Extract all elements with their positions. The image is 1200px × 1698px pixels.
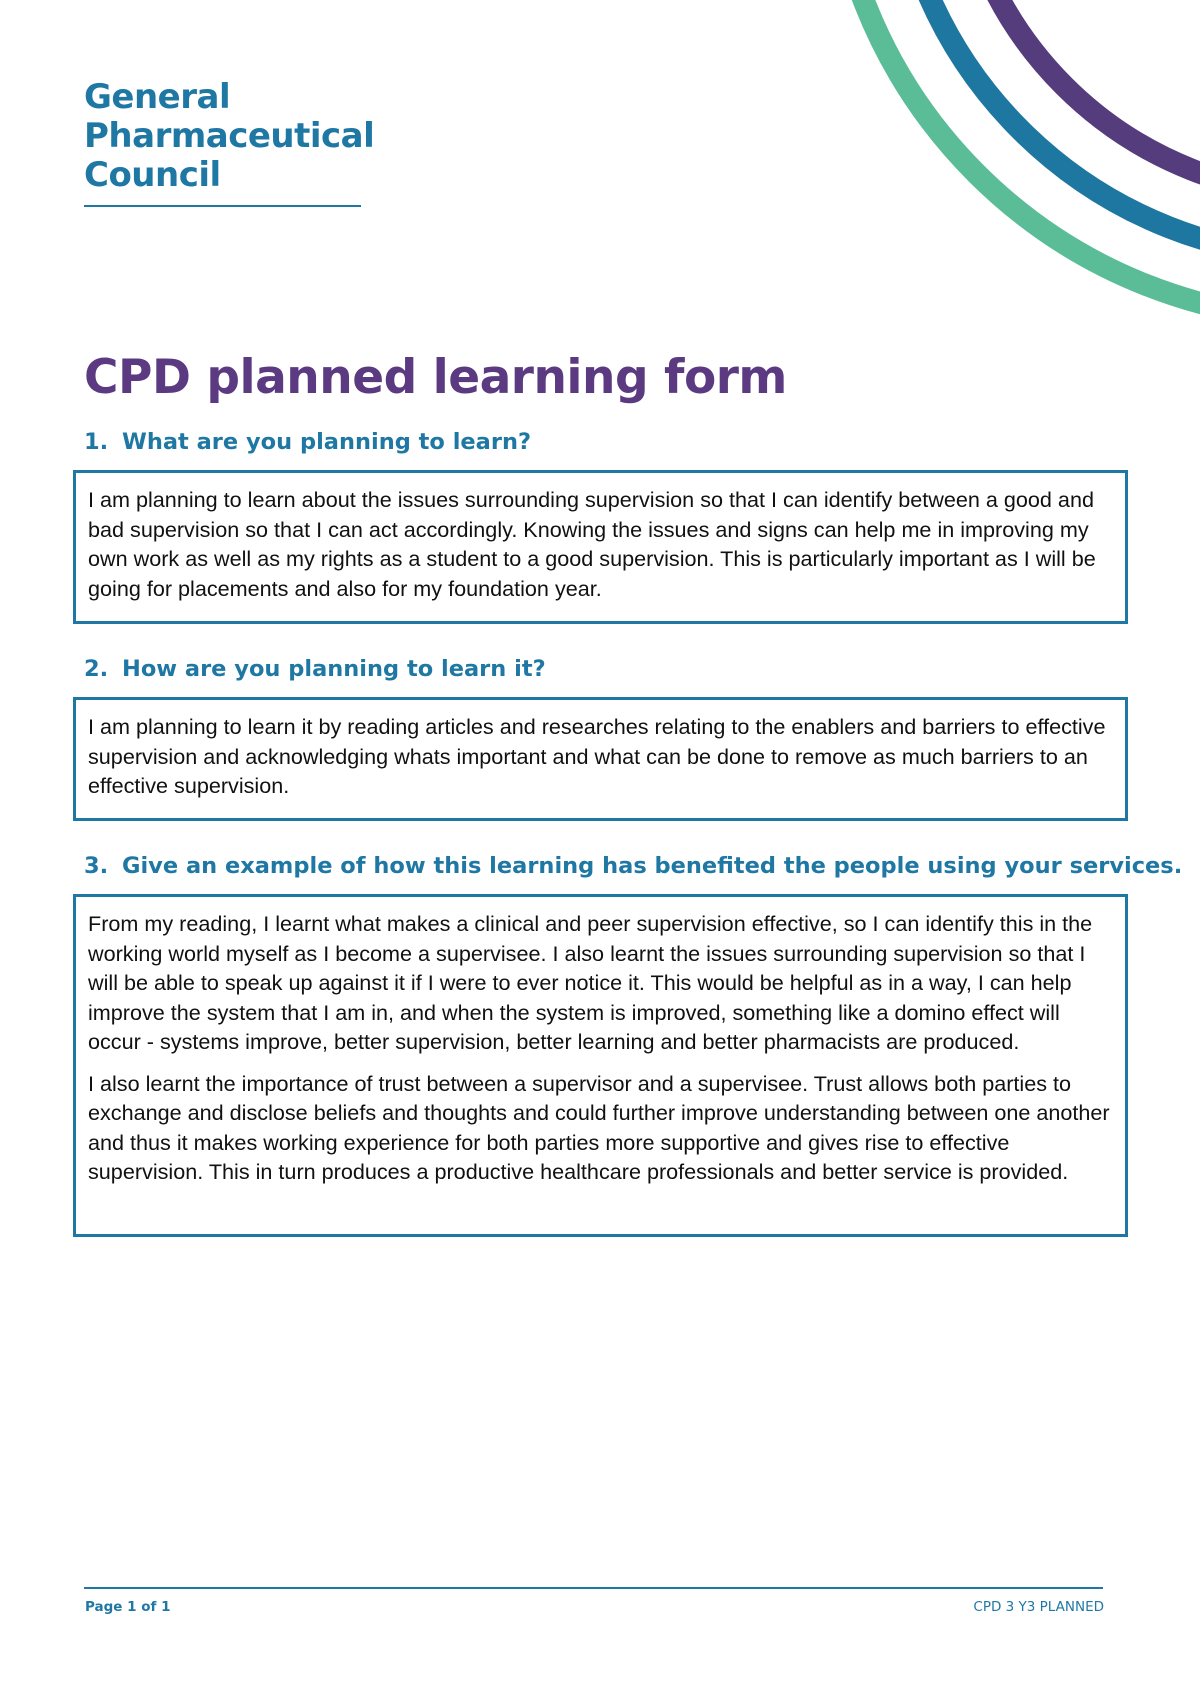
question-number: 3.: [84, 853, 109, 879]
question-text: What are you planning to learn?: [122, 429, 532, 455]
logo-underline: [84, 205, 361, 207]
logo-text-line: General: [84, 77, 231, 117]
answer-paragraph: I am planning to learn it by reading articles and researches relating to the enablers and barriers to effective supervision and acknowledging whats important and what can be done to remove as much barriers to an effective supervision.: [88, 714, 1106, 798]
question-heading-1: [84, 427, 531, 457]
question-text: Give an example of how this learning has benefited the people using your services.: [122, 853, 1183, 879]
gphc-logo: [84, 77, 375, 207]
answer-paragraph: I am planning to learn about the issues surrounding supervision so that I can identify between a good and bad supervision so that I can act accordingly. Knowing the issues and signs can help me in improving my own work as well as my rights as a student to a good supervision. This is particularly important as I will be going for placements and also for my foundation year.: [88, 487, 1096, 601]
answer-paragraph: I also learnt the importance of trust between a supervisor and a supervisee. Trust allows both parties to exchange and disclose beliefs and thoughts and could further improve understanding between one another and thus it makes working experience for both parties more supportive and gives rise to effective supervision. This in turn produces a productive healthcare professionals and better service is provided.: [88, 1070, 1110, 1184]
question-heading-3: [84, 851, 1182, 881]
answer-box-3[interactable]: [73, 894, 1128, 1237]
answer-box-2[interactable]: [73, 697, 1128, 821]
question-number: 2.: [84, 656, 109, 682]
green-arc: [830, 0, 1200, 320]
question-heading-2: [84, 654, 546, 684]
logo-text-line: Council: [84, 155, 221, 195]
question-text: How are you planning to learn it?: [122, 656, 546, 682]
answer-box-1[interactable]: [73, 470, 1128, 624]
logo-text-line: Pharmaceutical: [84, 116, 375, 156]
page-number: Page 1 of 1: [85, 1599, 171, 1615]
answer-paragraph: From my reading, I learnt what makes a clinical and peer supervision effective, so I can identify this in the working world myself as I become a supervisee. I also learnt the issues surrounding supervision so that I will be able to speak up against it if I were to ever notice it. This would be helpful as in a way, I can help improve the system that I am in, and when the system is improved, something like a domino effect will occur - systems improve, better supervision, better learning and better pharmacists are produced.: [88, 911, 1093, 1054]
question-number: 1.: [84, 429, 109, 455]
page-title: CPD planned learning form: [84, 350, 787, 405]
document-code: CPD 3 Y3 PLANNED: [973, 1599, 1104, 1615]
footer-divider: [84, 1587, 1103, 1589]
